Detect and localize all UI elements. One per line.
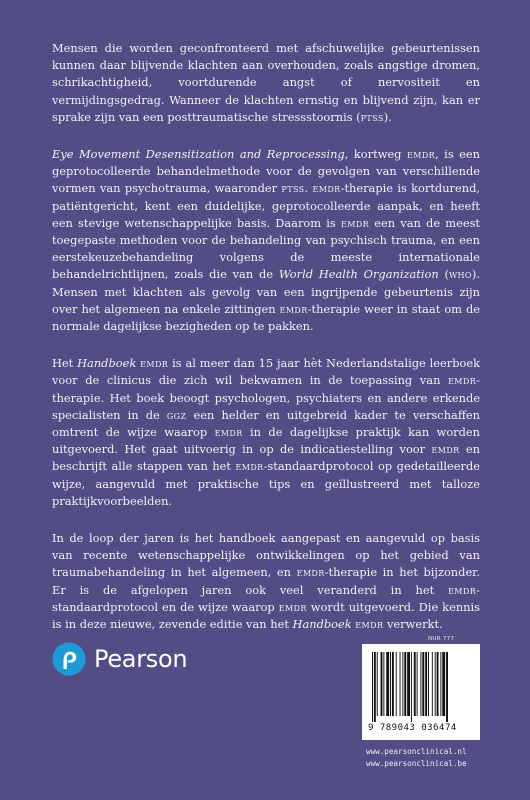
barcode-bar — [374, 652, 376, 722]
pearson-p-logo-icon — [52, 642, 86, 676]
text-segment: -therapie is kortdurend, patiëntgericht, kent een duidelijke, geprotocolleerde aanpak, en heeft een stevige wetenschappelijke basis. Daarom is — [52, 181, 480, 230]
text-segment: emdr — [140, 356, 169, 371]
text-segment: emdr — [214, 425, 243, 440]
text-segment: emdr — [340, 215, 370, 230]
text-segment: -standaardprotocol en de wijze waarop — [52, 582, 480, 614]
url-be[interactable]: www.pearsonclinical.be — [366, 759, 467, 768]
paragraph-1 — [52, 40, 480, 126]
text-segment: een van de meest toegepaste methoden voor de behandeling van psychisch trauma, en een eerstekeuzebehandeling volgens de meeste internationale behandelrichtlijnen, zoals die van de — [52, 215, 480, 282]
text-segment: in de dagelijkse praktijk kan worden uitgevoerd. Het gaat uitvoerig in op de indicatiestelling voor — [52, 425, 480, 457]
text-segment: Eye Movement Desensitization and Reprocessing — [52, 147, 345, 162]
text-segment: emdr — [312, 181, 341, 196]
text-segment: en beschrijft alle stappen van het — [52, 442, 481, 474]
barcode-bar — [446, 652, 448, 722]
text-segment: , is een geprotocolleerde behandelmethode voor de gevolgen van verschillende vormen van psychotrauma, waaronder — [52, 147, 480, 196]
barcode-bar — [442, 652, 445, 716]
text-segment: World Health Organization — [278, 267, 439, 282]
barcode-bar — [390, 652, 391, 716]
barcode-bar — [411, 652, 412, 722]
barcode-bar — [377, 652, 378, 716]
isbn-number: 9 789043 036474 — [368, 723, 457, 733]
text-segment: is al meer dan 15 jaar hèt Nederlandstalige leerboek voor de clinicus die zich wil bekwamen in de toepassing van — [52, 356, 481, 388]
text-segment: emdr — [279, 301, 308, 316]
barcode-bar — [404, 652, 406, 716]
text-segment: emdr — [448, 373, 477, 388]
text-segment: -standaardprotocol op gedetailleerde wijze, aangevuld met praktische tips en geïllustreerd met talloze praktijkvoorbeelden. — [52, 459, 480, 508]
text-segment: verwerkt. — [383, 617, 443, 632]
text-segment: In de loop der jaren is het handboek aangepast en aangevuld op basis van recente wetenschappelijke ontwikkelingen op het gebied van traumabehandeling in het algemeen, en — [52, 531, 480, 580]
text-segment: Het — [52, 356, 78, 371]
barcode-bar — [428, 652, 429, 716]
text-segment: Handboek — [77, 356, 141, 371]
text-segment: Mensen die worden geconfronteerd met afschuwelijke gebeurtenissen kunnen daar blijvende klachten aan overhouden, zoals angstige dromen, schrikachtigheid, voortdurende angst of nervositeit en vermijdingsgedrag. Wanneer de klachten ernstig en blijvend zijn, kan er sprake zijn van een posttraumatische stressstoornis ( — [52, 41, 480, 124]
back-cover-text — [52, 40, 480, 653]
barcode-bar — [396, 652, 397, 716]
text-segment: wordt uitgevoerd. Die kennis is in deze nieuwe, zevende editie van het — [52, 599, 480, 632]
text-segment: Handboek — [292, 617, 356, 632]
barcode-bar — [420, 652, 421, 716]
barcode — [362, 644, 480, 740]
text-segment: emdr — [296, 565, 325, 580]
url-nl[interactable]: www.pearsonclinical.nl — [366, 747, 467, 756]
text-segment: emdr — [431, 442, 460, 457]
text-segment: ( — [438, 267, 449, 282]
text-segment: -therapie weer in staat om de normale dagelijkse bezigheden op te pakken. — [52, 301, 481, 334]
publisher-logo — [52, 642, 187, 676]
barcode-bar — [400, 652, 401, 716]
text-segment: -therapie in het bijzonder. Er is de afgelopen jaren ook veel veranderd in het — [52, 565, 480, 597]
barcode-bar — [386, 652, 389, 716]
text-segment: emdr — [406, 147, 436, 162]
publisher-urls — [366, 746, 467, 770]
barcode-bar — [392, 652, 394, 716]
barcode-bar — [381, 652, 383, 716]
barcode-bar — [402, 652, 403, 716]
barcode-bar — [383, 652, 384, 716]
text-segment: ptss — [360, 109, 384, 124]
text-segment: emdr — [278, 599, 307, 614]
publisher-name: Pearson — [94, 645, 188, 673]
barcode-bar — [432, 652, 433, 716]
paragraph-2 — [52, 146, 480, 335]
text-segment: ptss — [281, 181, 305, 196]
text-segment: emdr — [235, 459, 264, 474]
nur-code: NUR 777 — [428, 636, 455, 642]
text-segment: , kortweg — [344, 147, 407, 162]
text-segment: emdr — [448, 582, 477, 597]
barcode-bar — [435, 652, 436, 716]
barcode-bar — [437, 652, 439, 716]
barcode-bar — [425, 652, 427, 716]
barcode-bar — [417, 652, 418, 716]
text-segment: ). — [383, 109, 392, 124]
barcode-bar — [440, 652, 441, 716]
paragraph-4 — [52, 530, 480, 633]
text-segment: emdr — [355, 617, 384, 632]
paragraph-3 — [52, 355, 480, 510]
barcode-bars — [372, 652, 470, 722]
text-segment: -therapie. Het boek beoogt psychologen, psychiaters en andere erkende specialisten in de — [52, 373, 480, 422]
text-segment: ). Mensen met klachten als gevolg van een ingrijpende gebeurtenis zijn over het algemeen na enkele zittingen — [52, 267, 480, 316]
text-segment: ggz — [166, 407, 187, 422]
barcode-bar — [422, 652, 424, 716]
barcode-bar — [407, 652, 410, 716]
barcode-bar — [414, 652, 416, 716]
barcode-bar — [372, 652, 373, 722]
text-segment: een helder en uitgebreid kader te verschaffen omtrent de wijze waarop — [52, 407, 480, 440]
text-segment: who — [448, 267, 472, 282]
text-segment: . — [304, 181, 313, 196]
